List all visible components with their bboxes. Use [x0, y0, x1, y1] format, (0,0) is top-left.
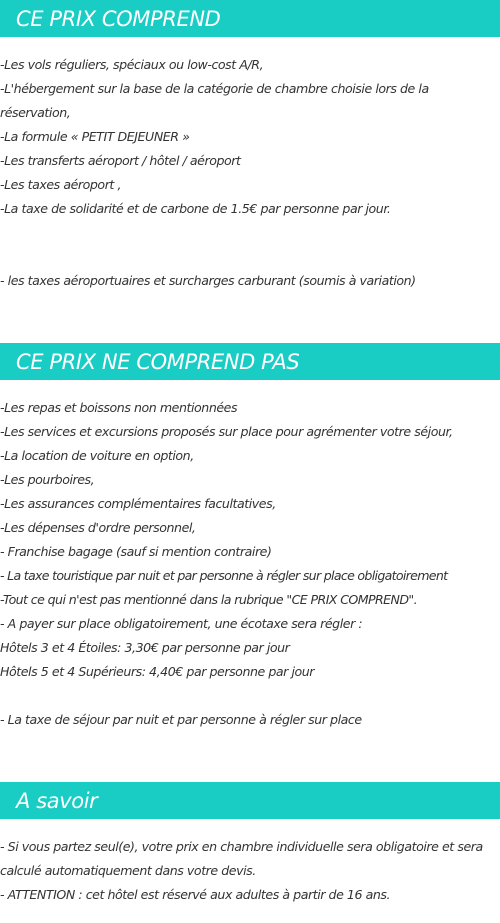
list-item: -L'hébergement sur la base de la catégorie de chambre choisie lors de la réservation,	[0, 81, 429, 120]
list-item: - les taxes aéroportuaires et surcharges carburant (soumis à variation)	[0, 273, 416, 288]
list-item: - La taxe de séjour par nuit et par personne à régler sur place	[0, 712, 362, 727]
included-list	[0, 53, 500, 221]
list-item: Hôtels 3 et 4 Étoiles: 3,30€ par personne par jour	[0, 640, 290, 655]
list-item: - A payer sur place obligatoirement, une écotaxe sera régler :	[0, 616, 363, 631]
list-item: -Tout ce qui n'est pas mentionné dans la rubrique "CE PRIX COMPREND".	[0, 592, 418, 607]
list-item: -La location de voiture en option,	[0, 448, 194, 463]
section-title: A savoir	[16, 788, 98, 813]
list-item: -Les services et excursions proposés sur place pour agrémenter votre séjour,	[0, 424, 453, 439]
list-item: -Les dépenses d'ordre personnel,	[0, 520, 196, 535]
list-item: - Franchise bagage (sauf si mention contraire)	[0, 544, 272, 559]
list-item: Hôtels 5 et 4 Supérieurs: 4,40€ par personne par jour	[0, 664, 315, 679]
list-item: - ATTENTION : cet hôtel est réservé aux adultes à partir de 16 ans.	[0, 887, 391, 902]
not-included-extra-note	[0, 708, 500, 732]
list-item: - Si vous partez seul(e), votre prix en chambre individuelle sera obligatoire et sera calculé automatiquement dans votre devis.	[0, 839, 483, 878]
list-item: -La taxe de solidarité et de carbone de 1.5€ par personne par jour.	[0, 201, 391, 216]
included-extra-note	[0, 269, 500, 293]
list-item: -Les assurances complémentaires facultatives,	[0, 496, 276, 511]
list-item: -Les taxes aéroport ,	[0, 177, 122, 192]
section-header-good-to-know	[0, 782, 500, 819]
section-header-included	[0, 0, 500, 37]
list-item: -Les vols réguliers, spéciaux ou low-cost A/R,	[0, 57, 264, 72]
list-item: -Les pourboires,	[0, 472, 95, 487]
section-header-not-included	[0, 343, 500, 380]
list-item: -Les transferts aéroport / hôtel / aéroport	[0, 153, 241, 168]
section-title: CE PRIX NE COMPREND PAS	[16, 349, 300, 374]
good-to-know-list	[0, 835, 500, 907]
list-item: - La taxe touristique par nuit et par personne à régler sur place obligatoirement	[0, 568, 448, 583]
not-included-list	[0, 396, 500, 684]
list-item: -Les repas et boissons non mentionnées	[0, 400, 238, 415]
section-title: CE PRIX COMPREND	[16, 6, 221, 31]
list-item: -La formule « PETIT DEJEUNER »	[0, 129, 190, 144]
